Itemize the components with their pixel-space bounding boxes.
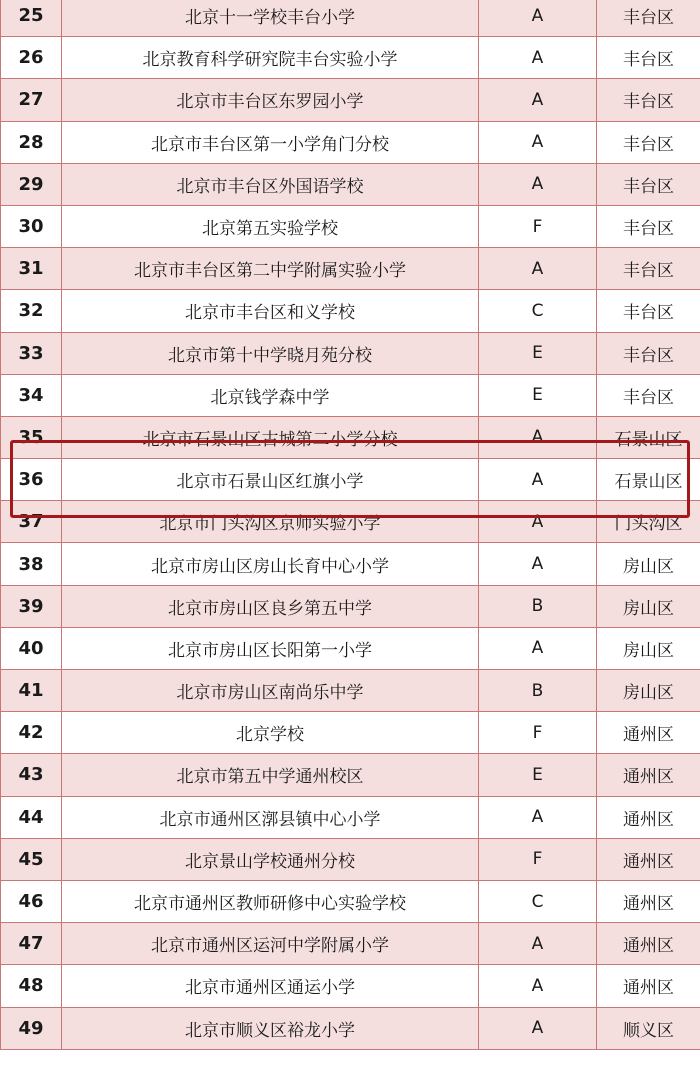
district-cell: 通州区 <box>597 838 700 880</box>
school-name-cell: 北京教育科学研究院丰台实验小学 <box>62 37 479 79</box>
category-cell: A <box>479 543 597 585</box>
table-row <box>1 712 700 754</box>
category-cell: C <box>479 880 597 922</box>
table-row <box>1 79 700 121</box>
table-row <box>1 796 700 838</box>
category-cell: E <box>479 332 597 374</box>
category-cell: A <box>479 248 597 290</box>
table-row <box>1 37 700 79</box>
table-row <box>1 880 700 922</box>
school-name-cell: 北京市丰台区东罗园小学 <box>62 79 479 121</box>
category-cell: A <box>479 459 597 501</box>
category-cell: A <box>479 501 597 543</box>
table-row <box>1 163 700 205</box>
school-name-cell: 北京市石景山区古城第二小学分校 <box>62 416 479 458</box>
school-name-cell: 北京市房山区房山长育中心小学 <box>62 543 479 585</box>
school-name-cell: 北京市门头沟区京师实验小学 <box>62 501 479 543</box>
table-row <box>1 965 700 1007</box>
category-cell: E <box>479 754 597 796</box>
school-name-cell: 北京市丰台区外国语学校 <box>62 163 479 205</box>
school-table-body <box>1 0 700 1049</box>
category-cell: B <box>479 585 597 627</box>
table-row <box>1 459 700 501</box>
table-row <box>1 838 700 880</box>
school-name-cell: 北京市通州区通运小学 <box>62 965 479 1007</box>
table-row <box>1 416 700 458</box>
district-cell: 丰台区 <box>597 290 700 332</box>
table-row <box>1 754 700 796</box>
district-cell: 房山区 <box>597 543 700 585</box>
category-cell: F <box>479 712 597 754</box>
row-number-cell: 27 <box>1 79 62 121</box>
district-cell: 房山区 <box>597 670 700 712</box>
school-name-cell: 北京学校 <box>62 712 479 754</box>
category-cell: A <box>479 163 597 205</box>
category-cell: A <box>479 923 597 965</box>
row-number-cell: 49 <box>1 1007 62 1049</box>
category-cell: B <box>479 670 597 712</box>
district-cell: 通州区 <box>597 796 700 838</box>
row-number-cell: 40 <box>1 627 62 669</box>
school-name-cell: 北京市通州区漷县镇中心小学 <box>62 796 479 838</box>
district-cell: 丰台区 <box>597 332 700 374</box>
district-cell: 通州区 <box>597 965 700 1007</box>
table-row <box>1 543 700 585</box>
category-cell: A <box>479 79 597 121</box>
table-row <box>1 627 700 669</box>
category-cell: A <box>479 627 597 669</box>
school-name-cell: 北京市丰台区第二中学附属实验小学 <box>62 248 479 290</box>
school-name-cell: 北京第五实验学校 <box>62 205 479 247</box>
row-number-cell: 44 <box>1 796 62 838</box>
row-number-cell: 43 <box>1 754 62 796</box>
table-row <box>1 0 700 37</box>
category-cell: E <box>479 374 597 416</box>
table-row <box>1 670 700 712</box>
category-cell: A <box>479 416 597 458</box>
district-cell: 丰台区 <box>597 37 700 79</box>
row-number-cell: 38 <box>1 543 62 585</box>
category-cell: A <box>479 0 597 37</box>
row-number-cell: 28 <box>1 121 62 163</box>
table-row <box>1 332 700 374</box>
school-name-cell: 北京市房山区南尚乐中学 <box>62 670 479 712</box>
school-name-cell: 北京市房山区长阳第一小学 <box>62 627 479 669</box>
district-cell: 丰台区 <box>597 163 700 205</box>
district-cell: 丰台区 <box>597 121 700 163</box>
school-name-cell: 北京市顺义区裕龙小学 <box>62 1007 479 1049</box>
district-cell: 丰台区 <box>597 205 700 247</box>
row-number-cell: 34 <box>1 374 62 416</box>
table-row <box>1 501 700 543</box>
school-name-cell: 北京市通州区教师研修中心实验学校 <box>62 880 479 922</box>
table-row <box>1 205 700 247</box>
school-name-cell: 北京景山学校通州分校 <box>62 838 479 880</box>
district-cell: 丰台区 <box>597 374 700 416</box>
school-name-cell: 北京市通州区运河中学附属小学 <box>62 923 479 965</box>
category-cell: A <box>479 796 597 838</box>
district-cell: 房山区 <box>597 585 700 627</box>
row-number-cell: 48 <box>1 965 62 1007</box>
row-number-cell: 39 <box>1 585 62 627</box>
district-cell: 通州区 <box>597 712 700 754</box>
table-row <box>1 1007 700 1049</box>
row-number-cell: 45 <box>1 838 62 880</box>
row-number-cell: 30 <box>1 205 62 247</box>
row-number-cell: 26 <box>1 37 62 79</box>
category-cell: F <box>479 205 597 247</box>
row-number-cell: 25 <box>1 0 62 37</box>
district-cell: 房山区 <box>597 627 700 669</box>
category-cell: C <box>479 290 597 332</box>
school-name-cell: 北京十一学校丰台小学 <box>62 0 479 37</box>
row-number-cell: 31 <box>1 248 62 290</box>
school-name-cell: 北京市丰台区第一小学角门分校 <box>62 121 479 163</box>
school-name-cell: 北京市石景山区红旗小学 <box>62 459 479 501</box>
table-row <box>1 290 700 332</box>
row-number-cell: 33 <box>1 332 62 374</box>
district-cell: 通州区 <box>597 880 700 922</box>
row-number-cell: 46 <box>1 880 62 922</box>
school-name-cell: 北京市第十中学晓月苑分校 <box>62 332 479 374</box>
table-row <box>1 923 700 965</box>
school-name-cell: 北京市房山区良乡第五中学 <box>62 585 479 627</box>
category-cell: A <box>479 1007 597 1049</box>
district-cell: 丰台区 <box>597 0 700 37</box>
district-cell: 石景山区 <box>597 416 700 458</box>
district-cell: 顺义区 <box>597 1007 700 1049</box>
category-cell: A <box>479 965 597 1007</box>
row-number-cell: 47 <box>1 923 62 965</box>
row-number-cell: 41 <box>1 670 62 712</box>
table-row <box>1 585 700 627</box>
row-number-cell: 42 <box>1 712 62 754</box>
category-cell: F <box>479 838 597 880</box>
school-name-cell: 北京市丰台区和义学校 <box>62 290 479 332</box>
district-cell: 丰台区 <box>597 248 700 290</box>
school-name-cell: 北京钱学森中学 <box>62 374 479 416</box>
category-cell: A <box>479 121 597 163</box>
district-cell: 石景山区 <box>597 459 700 501</box>
district-cell: 丰台区 <box>597 79 700 121</box>
district-cell: 通州区 <box>597 754 700 796</box>
row-number-cell: 37 <box>1 501 62 543</box>
row-number-cell: 32 <box>1 290 62 332</box>
table-row <box>1 374 700 416</box>
table-row <box>1 121 700 163</box>
row-number-cell: 35 <box>1 416 62 458</box>
school-name-cell: 北京市第五中学通州校区 <box>62 754 479 796</box>
district-cell: 通州区 <box>597 923 700 965</box>
row-number-cell: 36 <box>1 459 62 501</box>
table-row <box>1 248 700 290</box>
district-cell: 门头沟区 <box>597 501 700 543</box>
category-cell: A <box>479 37 597 79</box>
row-number-cell: 29 <box>1 163 62 205</box>
